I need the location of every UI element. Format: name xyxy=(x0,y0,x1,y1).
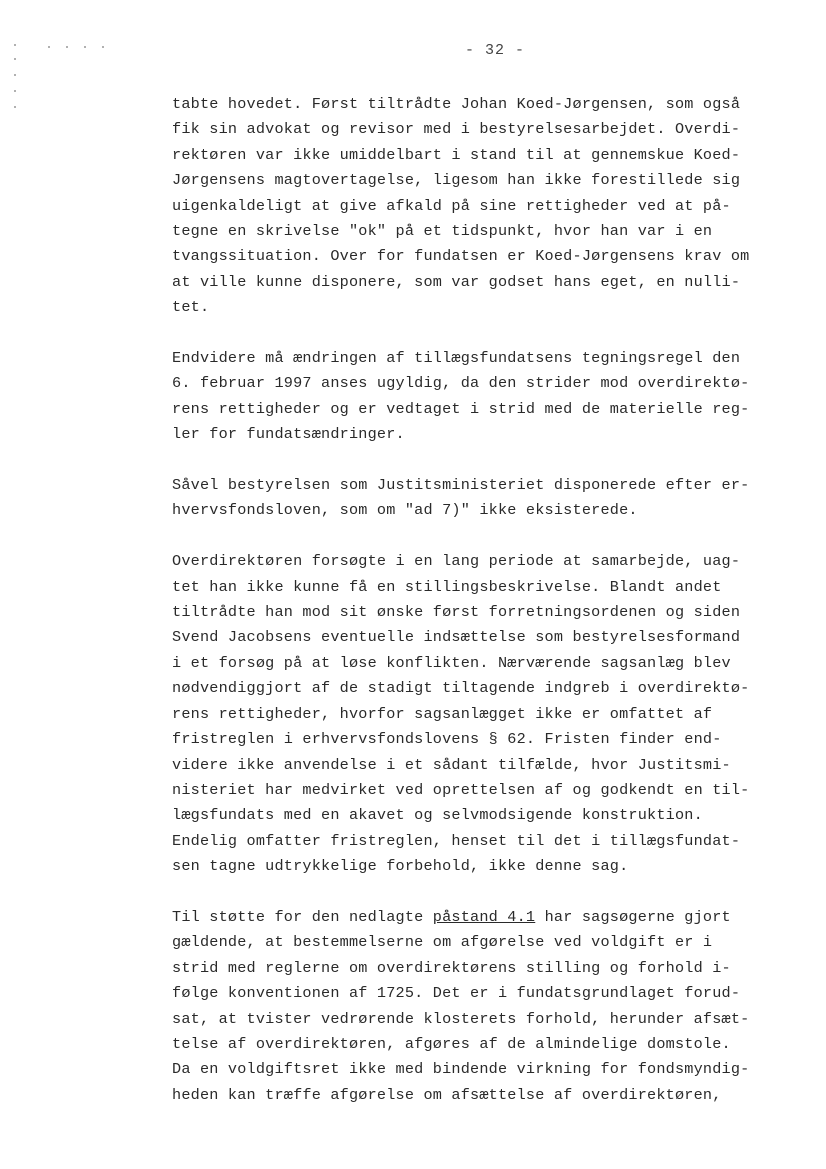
text-line: i et forsøg på at løse konflikten. Nærværende sagsanlæg blev xyxy=(172,653,731,672)
text-line: gældende, at bestemmelserne om afgørelse ved voldgift er i xyxy=(172,933,713,952)
text-line: tet han ikke kunne få en stillingsbeskrivelse. Blandt andet xyxy=(172,577,722,596)
text-segment: har sagsøgerne gjort xyxy=(535,907,731,926)
text-segment: Til støtte for den nedlagte xyxy=(172,907,433,926)
text-line: Jørgensens magtovertagelse, ligesom han ikke forestillede sig xyxy=(172,171,741,190)
text-line: ler for fundatsændringer. xyxy=(172,425,405,444)
text-line: Endelig omfatter fristreglen, henset til det i tillægsfundat- xyxy=(172,831,741,850)
text-line: Endvidere må ændringen af tillægsfundatsens tegningsregel den xyxy=(172,349,741,368)
paragraph-4 xyxy=(172,549,812,879)
underlined-claim-reference: påstand 4.1 xyxy=(432,907,536,926)
text-line: strid med reglerne om overdirektørens stilling og forhold i- xyxy=(172,958,731,977)
text-line: Såvel bestyrelsen som Justitsministeriet disponerede efter er- xyxy=(172,476,750,495)
text-line: uigenkaldeligt at give afkald på sine rettigheder ved at på- xyxy=(172,196,731,215)
text-line: rektøren var ikke umiddelbart i stand til at gennemskue Koed- xyxy=(172,145,741,164)
text-line: at ville kunne disponere, som var godset hans eget, en nulli- xyxy=(172,272,741,291)
text-line: sen tagne udtrykkelige forbehold, ikke denne sag. xyxy=(172,857,629,876)
text-line: nisteriet har medvirket ved oprettelsen af og godkendt en til- xyxy=(172,780,750,799)
text-line: tabte hovedet. Først tiltrådte Johan Koed-Jørgensen, som også xyxy=(172,95,741,113)
text-line: Da en voldgiftsret ikke med bindende virkning for fondsmyndig- xyxy=(172,1060,750,1079)
text-line: følge konventionen af 1725. Det er i fundatsgrundlaget forud- xyxy=(172,984,741,1003)
body-text xyxy=(172,92,812,1134)
text-line: tvangssituation. Over for fundatsen er Koed-Jørgensens krav om xyxy=(172,247,750,266)
text-line: rens rettigheder, hvorfor sagsanlægget ikke er omfattet af xyxy=(172,704,713,723)
text-line: Overdirektøren forsøgte i en lang periode at samarbejde, uag- xyxy=(172,552,741,571)
paragraph-5 xyxy=(172,905,812,1108)
text-line: nødvendiggjort af de stadigt tiltagende indgreb i overdirektø- xyxy=(172,679,750,698)
text-line: 6. februar 1997 anses ugyldig, da den strider mod overdirektø- xyxy=(172,374,750,393)
text-line xyxy=(172,905,812,930)
text-line: tiltrådte han mod sit ønske først forretningsordenen og siden xyxy=(172,603,741,622)
text-line: tet. xyxy=(172,298,210,317)
text-line: Svend Jacobsens eventuelle indsættelse som bestyrelsesformand xyxy=(172,628,741,647)
paragraph-1 xyxy=(172,92,812,321)
text-line: videre ikke anvendelse i et sådant tilfælde, hvor Justitsmi- xyxy=(172,755,731,774)
text-line: hvervsfondsloven, som om "ad 7)" ikke eksisterede. xyxy=(172,501,638,520)
paragraph-2 xyxy=(172,346,812,448)
text-line: heden kan træffe afgørelse om afsættelse af overdirektøren, xyxy=(172,1085,722,1104)
text-line: telse af overdirektøren, afgøres af de almindelige domstole. xyxy=(172,1034,731,1053)
text-line: fik sin advokat og revisor med i bestyrelsesarbejdet. Overdi- xyxy=(172,120,741,139)
text-line: lægsfundats med en akavet og selvmodsigende konstruktion. xyxy=(172,806,703,825)
text-line: sat, at tvister vedrørende klosterets forhold, herunder afsæt- xyxy=(172,1009,750,1028)
page-number: - 32 - xyxy=(464,42,525,59)
text-line: tegne en skrivelse "ok" på et tidspunkt, hvor han var i en xyxy=(172,222,713,241)
text-line: rens rettigheder og er vedtaget i strid med de materielle reg- xyxy=(172,399,750,418)
paragraph-3 xyxy=(172,473,812,524)
text-line: fristreglen i erhvervsfondslovens § 62. Fristen finder end- xyxy=(172,730,722,749)
